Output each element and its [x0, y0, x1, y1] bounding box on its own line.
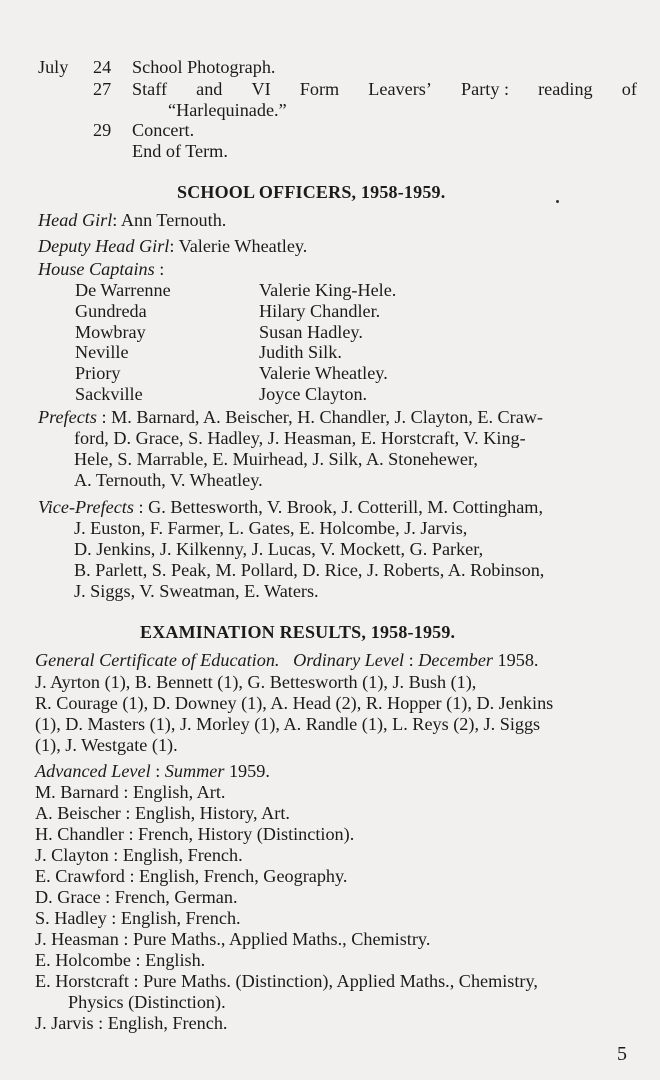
calendar-event: End of Term.: [132, 141, 228, 161]
calendar-month: July: [38, 57, 69, 77]
house-name: Sackville: [75, 384, 143, 404]
page-number: 5: [617, 1043, 627, 1065]
prefects-line: Prefects : M. Barnard, A. Beischer, H. Chandler, J. Clayton, E. Craw-: [38, 407, 543, 427]
house-captain: Hilary Chandler.: [259, 301, 381, 321]
advanced-result: J. Clayton : English, French.: [35, 845, 243, 865]
advanced-result: J. Heasman : Pure Maths., Applied Maths., Chemistry.: [35, 929, 431, 949]
house-captain: Joyce Clayton.: [259, 384, 368, 404]
prefects-line: ford, D. Grace, S. Hadley, J. Heasman, E. Horstcraft, V. King-: [74, 428, 526, 448]
calendar-day: 29: [93, 120, 112, 140]
house-name: Mowbray: [75, 322, 146, 342]
advanced-result: A. Beischer : English, History, Art.: [35, 803, 290, 823]
advanced-result: S. Hadley : English, French.: [35, 908, 241, 928]
ordinary-results-line: (1), D. Masters (1), J. Morley (1), A. Randle (1), L. Reys (2), J. Siggs: [35, 714, 541, 734]
prefects-line: A. Ternouth, V. Wheatley.: [74, 470, 263, 490]
advanced-result: E. Horstcraft : Pure Maths. (Distinction), Applied Maths., Chemistry,: [35, 971, 538, 991]
calendar-day: 27: [93, 79, 112, 99]
advanced-result: E. Crawford : English, French, Geography.: [35, 866, 348, 886]
advanced-result: E. Holcombe : English.: [35, 950, 206, 970]
calendar-event: School Photograph.: [132, 57, 276, 77]
vice-prefects-line: Vice-Prefects : G. Bettesworth, V. Brook, J. Cotterill, M. Cottingham,: [38, 497, 543, 517]
advanced-level-header: Advanced Level : Summer 1959.: [35, 761, 270, 781]
vice-prefects-line: B. Parlett, S. Peak, M. Pollard, D. Rice, J. Roberts, A. Robinson,: [74, 560, 545, 580]
house-captain: Judith Silk.: [259, 342, 342, 362]
ordinary-results-line: J. Ayrton (1), B. Bennett (1), G. Bettesworth (1), J. Bush (1),: [35, 672, 477, 692]
advanced-result: J. Jarvis : English, French.: [35, 1013, 228, 1033]
calendar-event: Concert.: [132, 120, 195, 140]
vice-prefects-line: J. Euston, F. Farmer, L. Gates, E. Holcombe, J. Jarvis,: [74, 518, 468, 538]
vice-prefects-line: D. Jenkins, J. Kilkenny, J. Lucas, V. Mockett, G. Parker,: [74, 539, 484, 559]
ordinary-results-line: R. Courage (1), D. Downey (1), A. Head (2), R. Hopper (1), D. Jenkins: [35, 693, 554, 713]
house-name: Neville: [75, 342, 129, 362]
calendar-event-continuation: “Harlequinade.”: [168, 100, 287, 120]
vice-prefects-line: J. Siggs, V. Sweatman, E. Waters.: [74, 581, 319, 601]
house-captain: Valerie King-Hele.: [259, 280, 397, 300]
house-captain: Susan Hadley.: [259, 322, 363, 342]
calendar-day: 24: [93, 57, 112, 77]
house-name: De Warrenne: [75, 280, 171, 300]
advanced-result: M. Barnard : English, Art.: [35, 782, 226, 802]
section-heading: EXAMINATION RESULTS, 1958-1959.: [140, 622, 456, 642]
section-heading: SCHOOL OFFICERS, 1958-1959.: [177, 182, 446, 202]
house-name: Priory: [75, 363, 121, 383]
advanced-result: H. Chandler : French, History (Distinction).: [35, 824, 355, 844]
house-name: Gundreda: [75, 301, 147, 321]
head-girl-line: Head Girl: Ann Ternouth.: [38, 210, 227, 230]
advanced-result-continuation: Physics (Distinction).: [68, 992, 226, 1012]
house-captain: Valerie Wheatley.: [259, 363, 388, 383]
prefects-line: Hele, S. Marrable, E. Muirhead, J. Silk, A. Stonehewer,: [74, 449, 478, 469]
calendar-event: Staff and VI Form Leavers’ Party : reading of: [132, 79, 637, 99]
house-captains-label: House Captains :: [38, 259, 165, 279]
gce-ordinary-header: General Certificate of Education. Ordinary Level : December 1958.: [35, 650, 539, 670]
print-speck: [556, 200, 559, 203]
deputy-head-girl-line: Deputy Head Girl: Valerie Wheatley.: [38, 236, 308, 256]
advanced-result: D. Grace : French, German.: [35, 887, 238, 907]
ordinary-results-line: (1), J. Westgate (1).: [35, 735, 178, 755]
